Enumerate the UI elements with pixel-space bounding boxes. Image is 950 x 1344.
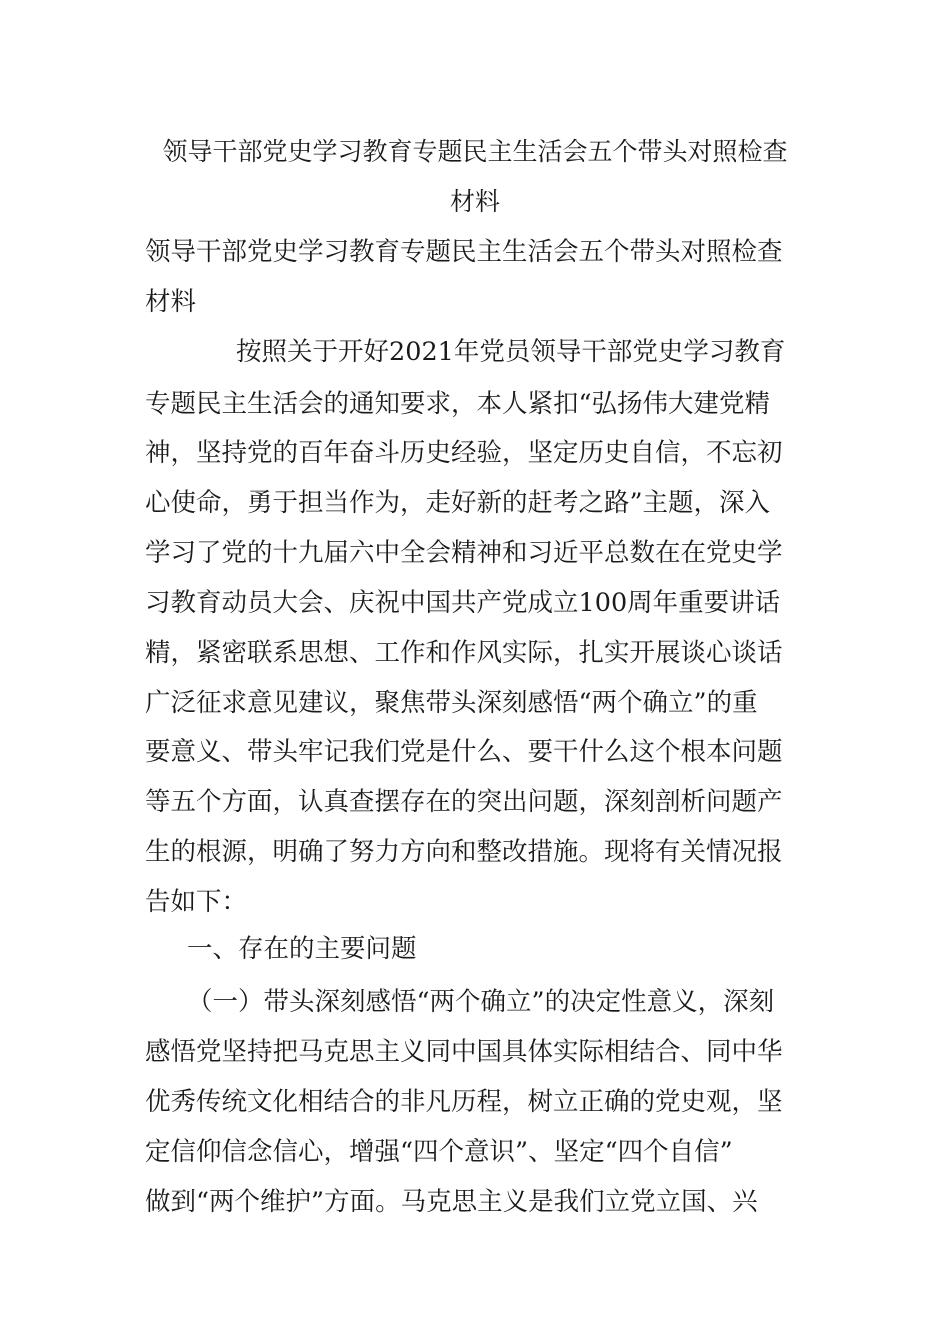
paragraph-line: 感悟党坚持把马克思主义同中国具体实际相结合、同中华: [145, 1037, 783, 1067]
paragraph-line: 等五个方面，认真查摆存在的突出问题，深刻剖析问题产: [145, 787, 783, 817]
paragraph-line: 告如下：: [145, 887, 248, 917]
paragraph-line: 广泛征求意见建议，聚焦带头深刻感悟“两个确立”的重: [145, 688, 758, 718]
section-heading: 一、存在的主要问题: [187, 934, 417, 964]
paragraph-line: 专题民主生活会的通知要求，本人紧扣“弘扬伟大建党精: [145, 389, 771, 419]
paragraph-line: 习教育动员大会、庆祝中国共产党成立100周年重要讲话: [145, 588, 781, 618]
paragraph-line: 按照关于开好2021年党员领导干部党史学习教育: [236, 337, 786, 367]
paragraph-line: 做到“两个维护”方面。马克思主义是我们立党立国、兴: [145, 1187, 758, 1217]
paragraph-line: 要意义、带头牢记我们党是什么、要干什么这个根本问题: [145, 737, 783, 767]
paragraph-line: 神，坚持党的百年奋斗历史经验，坚定历史自信，不忘初: [145, 438, 783, 468]
paragraph-line: 生的根源，明确了努力方向和整改措施。现将有关情况报: [145, 837, 783, 867]
document-title-line-2: 材料: [449, 187, 500, 216]
paragraph-line: 精，紧密联系思想、工作和作风实际，扎实开展谈心谈话: [145, 638, 783, 668]
body-heading-line-1: 领导干部党史学习教育专题民主生活会五个带头对照检查: [145, 237, 783, 267]
paragraph-line: 定信仰信念信心，增强“四个意识”、坚定“四个自信”: [145, 1137, 733, 1167]
paragraph-line: 优秀传统文化相结合的非凡历程，树立正确的党史观，坚: [145, 1087, 783, 1117]
paragraph-line: 心使命，勇于担当作为，走好新的赶考之路”主题，深入: [145, 488, 771, 518]
document-title-line-1: 领导干部党史学习教育专题民主生活会五个带头对照检查: [162, 137, 788, 166]
paragraph-line: （一）带头深刻感悟“两个确立”的决定性意义，深刻: [187, 987, 775, 1017]
body-heading-line-2: 材料: [145, 287, 197, 317]
paragraph-line: 学习了党的十九届六中全会精神和习近平总数在在党史学: [145, 538, 783, 568]
